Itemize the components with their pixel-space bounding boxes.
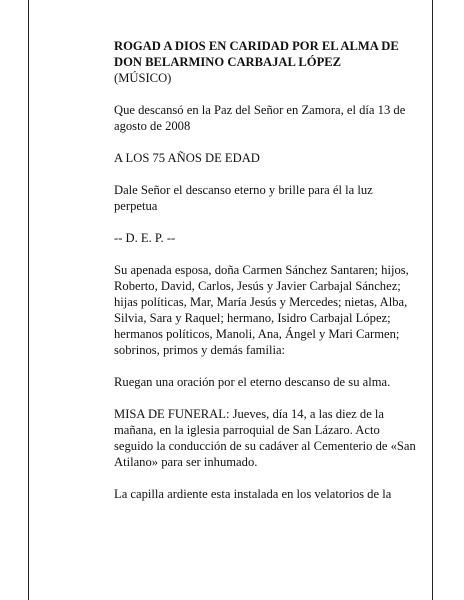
heading-line-1: ROGAD A DIOS EN CARIDAD POR EL ALMA DE [114, 39, 399, 53]
death-info: Que descansó en la Paz del Señor en Zamora, el día 13 de agosto de 2008 [114, 103, 406, 133]
rip-line: -- D. E. P. -- [114, 231, 176, 245]
funeral-details: Jueves, día 14, a las diez de la mañana, en la iglesia parroquial de San Lázaro. Acto seguido la conducción de su cadáver al Cementerio de «San Atilano» para ser inhumado. [114, 407, 416, 469]
family-paragraph: Su apenada esposa, doña Carmen Sánchez Santaren; hijos, Roberto, David, Carlos, Jesús y Javier Carbajal Sánchez; hijas políticas, Mar, María Jesús y Mercedes; nietas, Alba, Silvia, Sara y Raquel; hermano, Isidro Carbajal López; hermanos políticos, Manoli, Ana, Ángel y Mari Carmen; sobrinos, primos y demás familia: [114, 263, 409, 357]
notice-heading [114, 38, 416, 86]
funeral-paragraph [114, 406, 416, 470]
document-page [28, 0, 433, 600]
prayer-request: Ruegan una oración por el eterno descanso de su alma. [114, 375, 391, 389]
funeral-label: MISA DE FUNERAL: [114, 407, 230, 421]
age-line: A LOS 75 AÑOS DE EDAD [114, 151, 260, 165]
deceased-profession: (MÚSICO) [114, 71, 172, 85]
obituary-notice [114, 38, 416, 518]
chapel-paragraph: La capilla ardiente esta instalada en los velatorios de la [114, 487, 392, 501]
deceased-name: DON BELARMINO CARBAJAL LÓPEZ [114, 55, 342, 69]
prayer-line: Dale Señor el descanso eterno y brille para él la luz perpetua [114, 183, 373, 213]
